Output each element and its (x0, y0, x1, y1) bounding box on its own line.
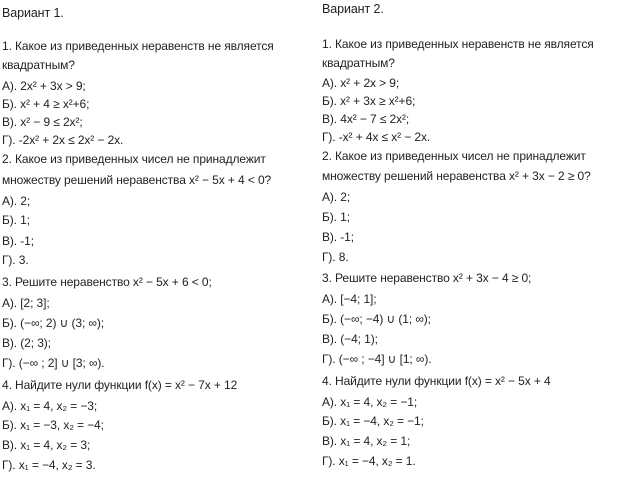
v1-q3-line1: 3. Решите неравенство x² − 5x + 6 < 0; (2, 275, 212, 289)
v1-q4-option-a: А). x₁ = 4, x₂ = −3; (2, 399, 98, 413)
v2-q2-option-a: А). 2; (322, 190, 351, 204)
v2-q4-option-v: В). x₁ = 4, x₂ = 1; (322, 434, 411, 448)
v2-q4-option-g: Г). x₁ = −4, x₂ = 1. (322, 454, 416, 468)
v2-q3-line1: 3. Решите неравенство x² + 3x − 4 ≥ 0; (322, 271, 532, 285)
v2-q1-line1: 1. Какое из приведенных неравенств не является (322, 37, 594, 51)
v2-q1-line2: квадратным? (322, 56, 395, 70)
v2-q1-option-v: В). 4x² − 7 ≤ 2x²; (322, 112, 410, 126)
v1-q4-option-v: В). x₁ = 4, x₂ = 3; (2, 438, 91, 452)
v1-q1-option-v: В). x² − 9 ≤ 2x²; (2, 115, 83, 129)
v2-q2-option-g: Г). 8. (322, 250, 349, 264)
v2-q3-option-a: А). [−4; 1]; (322, 292, 377, 306)
v1-q3-option-v: В). (2; 3); (2, 336, 51, 350)
v2-q2-option-v: В). -1; (322, 230, 354, 244)
v1-q1-line2: квадратным? (2, 58, 75, 72)
v2-q1-option-a: А). x² + 2x > 9; (322, 76, 400, 90)
v1-q2-option-g: Г). 3. (2, 253, 29, 267)
v2-q1-option-b: Б). x² + 3x ≥ x²+6; (322, 94, 416, 108)
v2-q3-option-g: Г). (−∞ ; −4] ∪ [1; ∞). (322, 352, 432, 366)
v1-q2-option-b: Б). 1; (2, 213, 30, 227)
v2-q4-line1: 4. Найдите нули функции f(x) = x² − 5x + 4 (322, 374, 551, 388)
v1-q1-option-b: Б). x² + 4 ≥ x²+6; (2, 97, 90, 111)
v1-q3-option-b: Б). (−∞; 2) ∪ (3; ∞); (2, 316, 105, 330)
v1-q2-line1: 2. Какое из приведенных чисел не принадлежит (2, 152, 266, 166)
v2-q2-line1: 2. Какое из приведенных чисел не принадлежит (322, 149, 586, 163)
v1-q1-line1: 1. Какое из приведенных неравенств не является (2, 39, 274, 53)
v2-q3-option-b: Б). (−∞; −4) ∪ (1; ∞); (322, 312, 431, 326)
v1-q1-option-a: А). 2x² + 3x > 9; (2, 79, 86, 93)
v1-q3-option-a: А). [2; 3]; (2, 296, 50, 310)
v1-q4-option-b: Б). x₁ = −3, x₂ = −4; (2, 418, 104, 432)
v2-q4-option-b: Б). x₁ = −4, x₂ = −1; (322, 414, 424, 428)
v2-q3-option-v: В). (−4; 1); (322, 332, 378, 346)
variant-2-title: Вариант 2. (322, 2, 384, 16)
v2-q4-option-a: А). x₁ = 4, x₂ = −1; (322, 395, 418, 409)
v2-q2-option-b: Б). 1; (322, 210, 350, 224)
v1-q1-option-g: Г). -2x² + 2x ≤ 2x² − 2x. (2, 133, 124, 147)
variant-1-title: Вариант 1. (2, 6, 64, 20)
v1-q2-line2: множеству решений неравенства x² − 5x + 4 < 0? (2, 173, 272, 187)
v1-q2-option-a: А). 2; (2, 194, 31, 208)
v1-q4-line1: 4. Найдите нули функции f(x) = x² − 7x + 12 (2, 378, 238, 392)
v2-q1-option-g: Г). -x² + 4x ≤ x² − 2x. (322, 130, 431, 144)
v2-q2-line2: множеству решений неравенства x² + 3x − 2 ≥ 0? (322, 169, 591, 183)
v1-q4-option-g: Г). x₁ = −4, x₂ = 3. (2, 458, 96, 472)
v1-q3-option-g: Г). (−∞ ; 2] ∪ [3; ∞). (2, 356, 105, 370)
v1-q2-option-v: В). -1; (2, 234, 34, 248)
